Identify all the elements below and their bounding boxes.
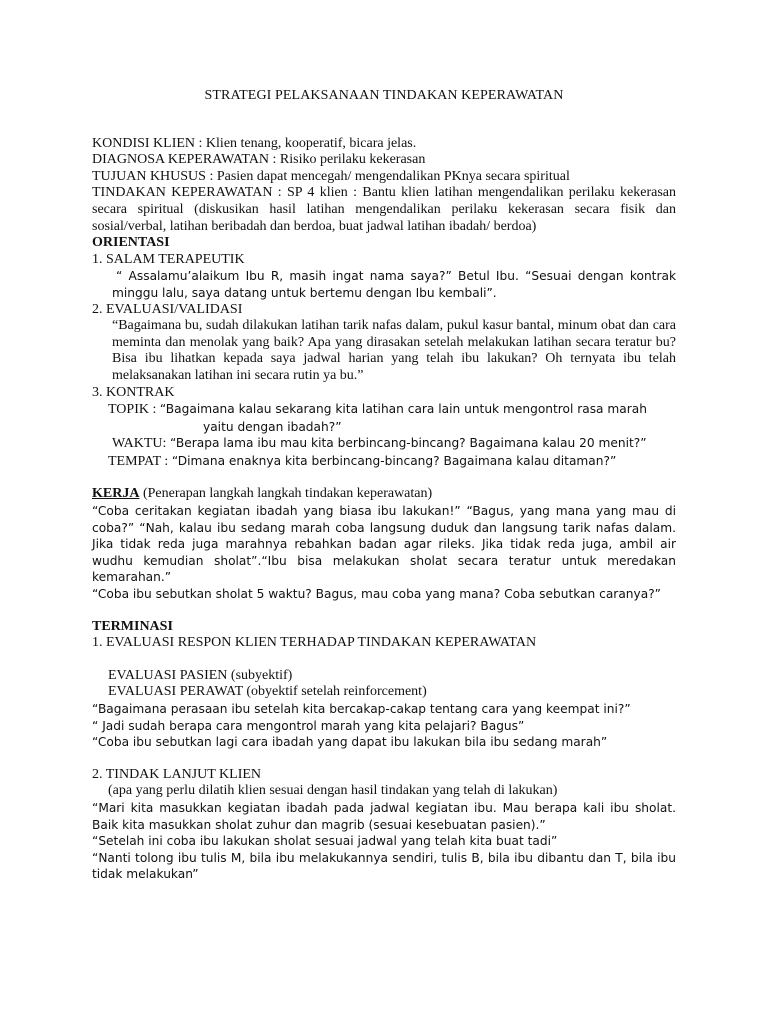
topik-text: “Bagaimana kalau sekarang kita latihan cara lain untuk mengontrol rasa marah: [159, 402, 647, 417]
waktu-line: [92, 435, 676, 453]
tujuan-khusus: TUJUAN KHUSUS : Pasien dapat mencegah/ mengendalikan PKnya secara spiritual: [92, 168, 570, 184]
topik-line: [92, 401, 676, 419]
tindak-lanjut-subtitle: (apa yang perlu dilatih klien sesuai dengan hasil tindakan yang telah di lakukan): [108, 783, 558, 799]
evaluasi-pasien: EVALUASI PASIEN (subyektif): [108, 667, 293, 683]
kerja-paragraph-1: “Coba ceritakan kegiatan ibadah yang biasa ibu lakukan!” “Bagus, yang mana yang mau di coba?” “Nah, kalau ibu sedang marah coba langsung duduk dan langsung tarik nafas dalam. Jika tidak reda juga marahnya rebahkan badan agar rileks. Jika tidak reda juga, ambil air wudhu kemudian sholat”.“Ibu bisa melakukan sholat secara teratur untuk meredakan kemarahan.”: [92, 504, 676, 585]
kerja-paragraph-2: “Coba ibu sebutkan sholat 5 waktu? Bagus, mau coba yang mana? Coba sebutkan caranya?”: [92, 587, 661, 602]
kerja-subtitle: (Penerapan langkah langkah tindakan keperawatan): [139, 486, 433, 502]
waktu-label: WAKTU:: [112, 436, 170, 452]
spacer: [92, 470, 676, 486]
terminasi-question-3: “Coba ibu sebutkan lagi cara ibadah yang dapat ibu lakukan bila ibu sedang marah”: [92, 735, 608, 750]
topik-label: TOPIK :: [108, 402, 160, 418]
spacer: [92, 751, 676, 767]
kondisi-klien: KONDISI KLIEN : Klien tenang, kooperatif, bicara jelas.: [92, 135, 417, 151]
topik-text-continued: yaitu dengan ibadah?”: [203, 419, 342, 434]
salam-heading: 1. SALAM TERAPEUTIK: [92, 251, 245, 267]
tindak-lanjut-3: “Nanti tolong ibu tulis M, bila ibu melakukannya sendiri, tulis B, bila ibu dibantu dan T, bila ibu tidak melakukan”: [92, 850, 676, 882]
kerja-heading: KERJA: [92, 486, 140, 502]
spacer: [92, 652, 676, 668]
evaluasi-respon-heading: 1. EVALUASI RESPON KLIEN TERHADAP TINDAKAN KEPERAWATAN: [92, 635, 537, 651]
spacer: [92, 603, 676, 619]
kontrak-heading: 3. KONTRAK: [92, 384, 175, 400]
tindak-lanjut-2: “Setelah ini coba ibu lakukan sholat sesuai jadwal yang telah kita buat tadi”: [92, 834, 558, 849]
tempat-label: TEMPAT :: [108, 453, 172, 469]
waktu-text: “Berapa lama ibu mau kita berbincang-bincang? Bagaimana kalau 20 menit?”: [169, 436, 647, 451]
tempat-line: [92, 453, 676, 471]
tempat-text: “Dimana enaknya kita berbincang-bincang? Bagaimana kalau ditaman?”: [171, 453, 617, 468]
diagnosa-keperawatan: DIAGNOSA KEPERAWATAN : Risiko perilaku kekerasan: [92, 152, 426, 168]
terminasi-heading: TERMINASI: [92, 618, 173, 634]
tindak-lanjut-1: “Mari kita masukkan kegiatan ibadah pada jadwal kegiatan ibu. Mau berapa kali ibu sholat. Baik kita masukkan sholat zuhur dan magrib (sesuai kesebuatan pasien).”: [92, 800, 676, 832]
document-title: STRATEGI PELAKSANAAN TINDAKAN KEPERAWATAN: [204, 88, 564, 103]
evaluasi-perawat: EVALUASI PERAWAT (obyektif setelah reinforcement): [108, 684, 427, 700]
tindak-lanjut-heading: 2. TINDAK LANJUT KLIEN: [92, 766, 262, 782]
kerja-heading-line: [92, 486, 676, 503]
evaluasi-validasi-text: “Bagaimana bu, sudah dilakukan latihan tarik nafas dalam, pukul kasur bantal, minum obat dan cara meminta dan menolak yang baik? Apa yang dirasakan setelah melakukan latihan secara teratur bu? Bisa ibu lihatkan kepada saya jadwal harian yang telah ibu lakukan? Oh ternyata ibu telah melaksanakan latihan ini secara rutin ya bu.”: [112, 318, 676, 383]
document-page: [92, 88, 676, 883]
evaluasi-validasi-heading: 2. EVALUASI/VALIDASI: [92, 301, 243, 317]
terminasi-question-2: “ Jadi sudah berapa cara mengontrol marah yang kita pelajari? Bagus”: [92, 718, 525, 733]
salam-text: “ Assalamu’alaikum Ibu R, masih ingat nama saya?” Betul Ibu. “Sesuai dengan kontrak minggu lalu, saya datang untuk bertemu dengan Ibu kembali”.: [112, 269, 676, 300]
orientasi-heading: ORIENTASI: [92, 235, 170, 251]
tindakan-keperawatan: TINDAKAN KEPERAWATAN : SP 4 klien : Bantu klien latihan mengendalikan perilaku kekerasan secara spiritual (diskusikan hasil latihan mengendalikan perilaku kekerasan secara fisik dan sosial/verbal, latihan beribadah dan berdoa, buat jadwal latihan ibadah/ berdoa): [92, 185, 676, 234]
terminasi-question-1: “Bagaimana perasaan ibu setelah kita bercakap-cakap tentang cara yang keempat ini?”: [92, 702, 631, 716]
